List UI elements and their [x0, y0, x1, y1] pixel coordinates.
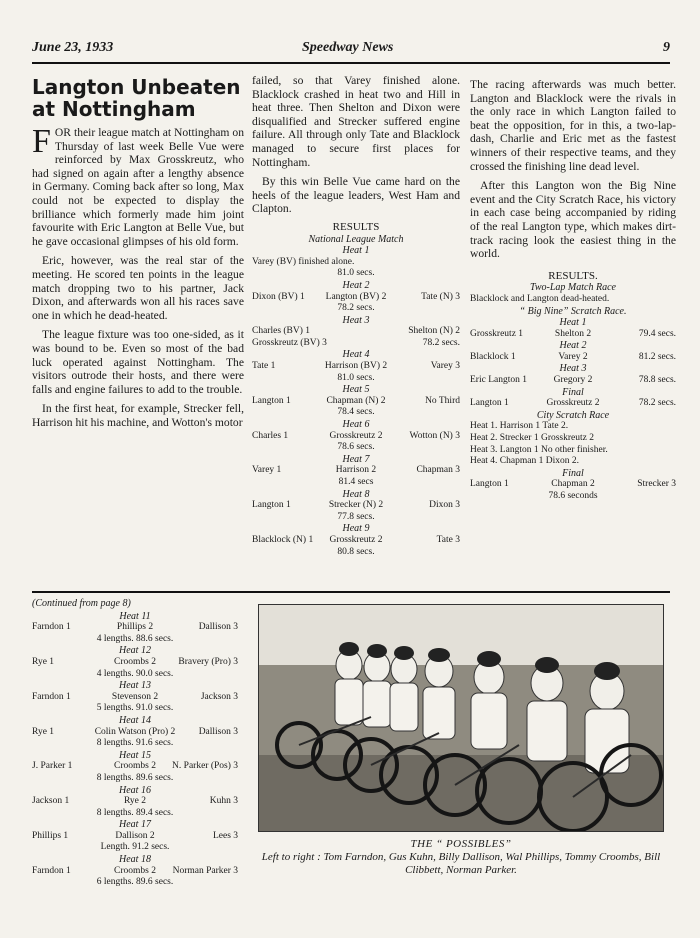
riders-photo-illustration: [259, 605, 664, 832]
city-heat-result: Heat 2. Strecker 1 Grosskreutz 2: [470, 433, 594, 444]
heat-time: 5 lengths. 91.0 secs.: [96, 703, 174, 714]
heat-label: Heat 8: [342, 488, 370, 500]
city-final-label: Final: [562, 467, 584, 479]
article-paragraph: By this win Belle Vue came hard on the heels of the league leaders, West Ham and Clapton.: [252, 175, 460, 216]
heat-result-row: Grosskreutz (BV) 3 78.2 secs.: [252, 337, 460, 348]
heat-label: Heat 6: [342, 419, 370, 431]
heat-result-row: Dixon (BV) 1 Langton (BV) 2 Tate (N) 3: [252, 291, 460, 302]
heat-label: Heat 13: [119, 680, 151, 692]
article-paragraph: failed, so that Varey finished alone. Blacklock crashed in heat two and Hill in heat three. Then Shelton and Dixon were disqualified and Strecker suffered engine failure. All through only Tate and Blacklock managed to secure first places for Nottingham.: [252, 74, 460, 169]
heat-result-row: Rye 1 Croombs 2 Bravery (Pro) 3: [32, 656, 239, 667]
heat-result-row: Grosskreutz 1 Shelton 2 79.4 secs.: [470, 328, 677, 339]
heat-result-row: Tate 1 Harrison (BV) 2 Varey 3: [252, 361, 460, 372]
league-results: [252, 222, 460, 558]
article-paragraph: FOR their league match at Nottingham on Thursday of last week Belle Vue were reinforced by Max Grosskreutz, who had signed on again after a lengthy absence in Germany. Coming back after so long, Max could not be expected to display the brilliance which formerly made him joint favourite with Eric Langton at Belle Vue, but he gave occasional glimpses of his old form.: [32, 123, 244, 248]
heat-label: Heat 15: [119, 749, 151, 761]
bignine-title: “ Big Nine” Scratch Race.: [519, 305, 627, 317]
results-title: RESULTS: [332, 220, 380, 233]
heat-time: 8 lengths. 89.6 secs.: [96, 772, 174, 783]
heat-time: 8 lengths. 89.4 secs.: [96, 807, 174, 818]
article-paragraph: After this Langton won the Big Nine event and the City Scratch Race, his victory in each case being accompanied by riding of the real Langton type, which makes dirt-track racing look the easiest thing in the world.: [470, 179, 676, 261]
article-column-2: [252, 74, 460, 558]
heat-label: Heat 12: [119, 645, 151, 657]
city-heat-result: Heat 4. Chapman 1 Dixon 2.: [470, 456, 579, 467]
heat-result-row: Phillips 1 Dallison 2 Lees 3: [32, 830, 239, 841]
header-rule: [32, 62, 670, 64]
heat-result-row: Langton 1 Chapman (N) 2 No Third: [252, 395, 460, 406]
heat-result-row: Farndon 1 Phillips 2 Dallison 3: [32, 622, 239, 633]
heat-time: 8 lengths. 91.6 secs.: [96, 738, 174, 749]
heat-label: Final: [562, 386, 584, 398]
twolap-title: Two-Lap Match Race: [530, 282, 616, 294]
heat-label: Heat 3: [559, 363, 587, 375]
heat-label: Heat 2: [342, 279, 370, 291]
caption-title: THE “ POSSIBLES”: [410, 838, 512, 850]
caption-text: Left to right : Tom Farndon, Gus Kuhn, Billy Dallison, Wal Phillips, Tommy Croombs, Bill Clibbett, Norman Parker.: [261, 851, 661, 876]
heat-time: Length. 91.2 secs.: [100, 842, 170, 853]
photo-caption: [258, 838, 664, 877]
results-subtitle: National League Match: [308, 233, 404, 245]
heat-label: Heat 17: [119, 819, 151, 831]
heat-label: Heat 3: [342, 314, 370, 326]
heat-result-row: Rye 1 Colin Watson (Pro) 2 Dallison 3: [32, 726, 239, 737]
heat-time: 81.0 secs.: [337, 268, 375, 279]
heat-time: 78.4 secs.: [337, 407, 375, 418]
heat-result-row: Langton 1 Grosskreutz 2 78.2 secs.: [470, 398, 677, 409]
heat-label: Heat 16: [119, 784, 151, 796]
heat-time: 4 lengths. 90.0 secs.: [96, 668, 174, 679]
heat-result-row: Charles 1 Grosskreutz 2 Wotton (N) 3: [252, 430, 460, 441]
page-header: [32, 40, 670, 60]
continued-results: [32, 598, 238, 889]
heat-label: Heat 18: [119, 854, 151, 866]
city-heat-result: Heat 3. Langton 1 No other finisher.: [470, 444, 608, 455]
article-paragraph: The racing afterwards was much better. Langton and Blacklock were the rivals in the only race in which Langton failed to beat the opposition, for in this, a two-lap-dash, Charlie and Eric met as the fastest winners of their respective teams, and they crossed the finishing line dead level.: [470, 78, 676, 173]
drop-cap: F: [32, 123, 51, 160]
heat-label: Heat 11: [119, 610, 151, 622]
race-results: [470, 271, 676, 503]
heat-time: 77.8 secs.: [337, 511, 375, 522]
city-final-row: Langton 1 Chapman 2 Strecker 3: [470, 479, 677, 490]
heat-time: 78.2 secs.: [337, 303, 375, 314]
article-paragraph: In the first heat, for example, Strecker fell, Harrison hit his machine, and Wotton's motor: [32, 402, 244, 429]
twolap-result: Blacklock and Langton dead-heated.: [470, 293, 610, 304]
heat-time: 81.0 secs.: [337, 372, 375, 383]
heat-label: Heat 2: [559, 340, 587, 352]
continued-note: (Continued from page 8): [32, 598, 131, 609]
heat-result-row: Charles (BV) 1 Shelton (N) 2: [252, 326, 460, 337]
page-number: 9: [663, 40, 670, 55]
heat-result: Varey (BV) finished alone.: [252, 256, 355, 267]
heat-label: Heat 4: [342, 349, 370, 361]
heat-time: 6 lengths. 89.6 secs.: [96, 877, 174, 888]
city-final-time: 78.6 seconds: [548, 491, 598, 501]
heat-result-row: Langton 1 Strecker (N) 2 Dixon 3: [252, 500, 460, 511]
heat-result-row: Farndon 1 Croombs 2 Norman Parker 3: [32, 865, 239, 876]
heat-label: Heat 9: [342, 523, 370, 535]
article-headline: Langton Unbeaten at Nottingham: [32, 75, 241, 121]
heat-time: 78.6 secs.: [337, 442, 375, 453]
heat-label: Heat 5: [342, 384, 370, 396]
riders-photo: [258, 604, 664, 832]
heat-label: Heat 1: [342, 245, 370, 257]
section-rule: [32, 591, 670, 593]
heat-result-row: Farndon 1 Stevenson 2 Jackson 3: [32, 691, 239, 702]
city-title: City Scratch Race: [536, 409, 610, 421]
heat-result-row: Blacklock 1 Varey 2 81.2 secs.: [470, 351, 677, 362]
heat-label: Heat 14: [119, 714, 151, 726]
publication-name: Speedway News: [302, 40, 394, 55]
article-column-3: [470, 78, 676, 503]
heat-time: 81.4 secs: [338, 477, 374, 487]
heat-result-row: J. Parker 1 Croombs 2 N. Parker (Pos) 3: [32, 761, 239, 772]
heat-result-row: Eric Langton 1 Gregory 2 78.8 secs.: [470, 375, 677, 386]
heat-result-row: Blacklock (N) 1 Grosskreutz 2 Tate 3: [252, 534, 460, 545]
heat-label: Heat 7: [342, 453, 370, 465]
article-paragraph: Eric, however, was the real star of the meeting. He scored ten points in the league match dropping two to his partner, Jack Dixon, and afterwards won all his races save one in which he dead-heated.: [32, 254, 244, 322]
heat-time: 4 lengths. 88.6 secs.: [96, 633, 174, 644]
city-heat-result: Heat 1. Harrison 1 Tate 2.: [470, 421, 569, 432]
article-column-1: [32, 76, 244, 435]
heat-label: Heat 1: [559, 317, 587, 329]
heat-result-row: Varey 1 Harrison 2 Chapman 3: [252, 465, 460, 476]
heat-result-row: Jackson 1 Rye 2 Kuhn 3: [32, 796, 239, 807]
article-paragraph: The league fixture was too one-sided, as it was bound to be. Even so most of the bad luck operated against Nottingham. The visitors outrode their hosts, and there were falls and engine failures to add to the trouble.: [32, 328, 244, 396]
heat-time: 80.8 secs.: [337, 546, 375, 557]
results-title: RESULTS.: [548, 269, 598, 282]
issue-date: June 23, 1933: [32, 40, 114, 55]
